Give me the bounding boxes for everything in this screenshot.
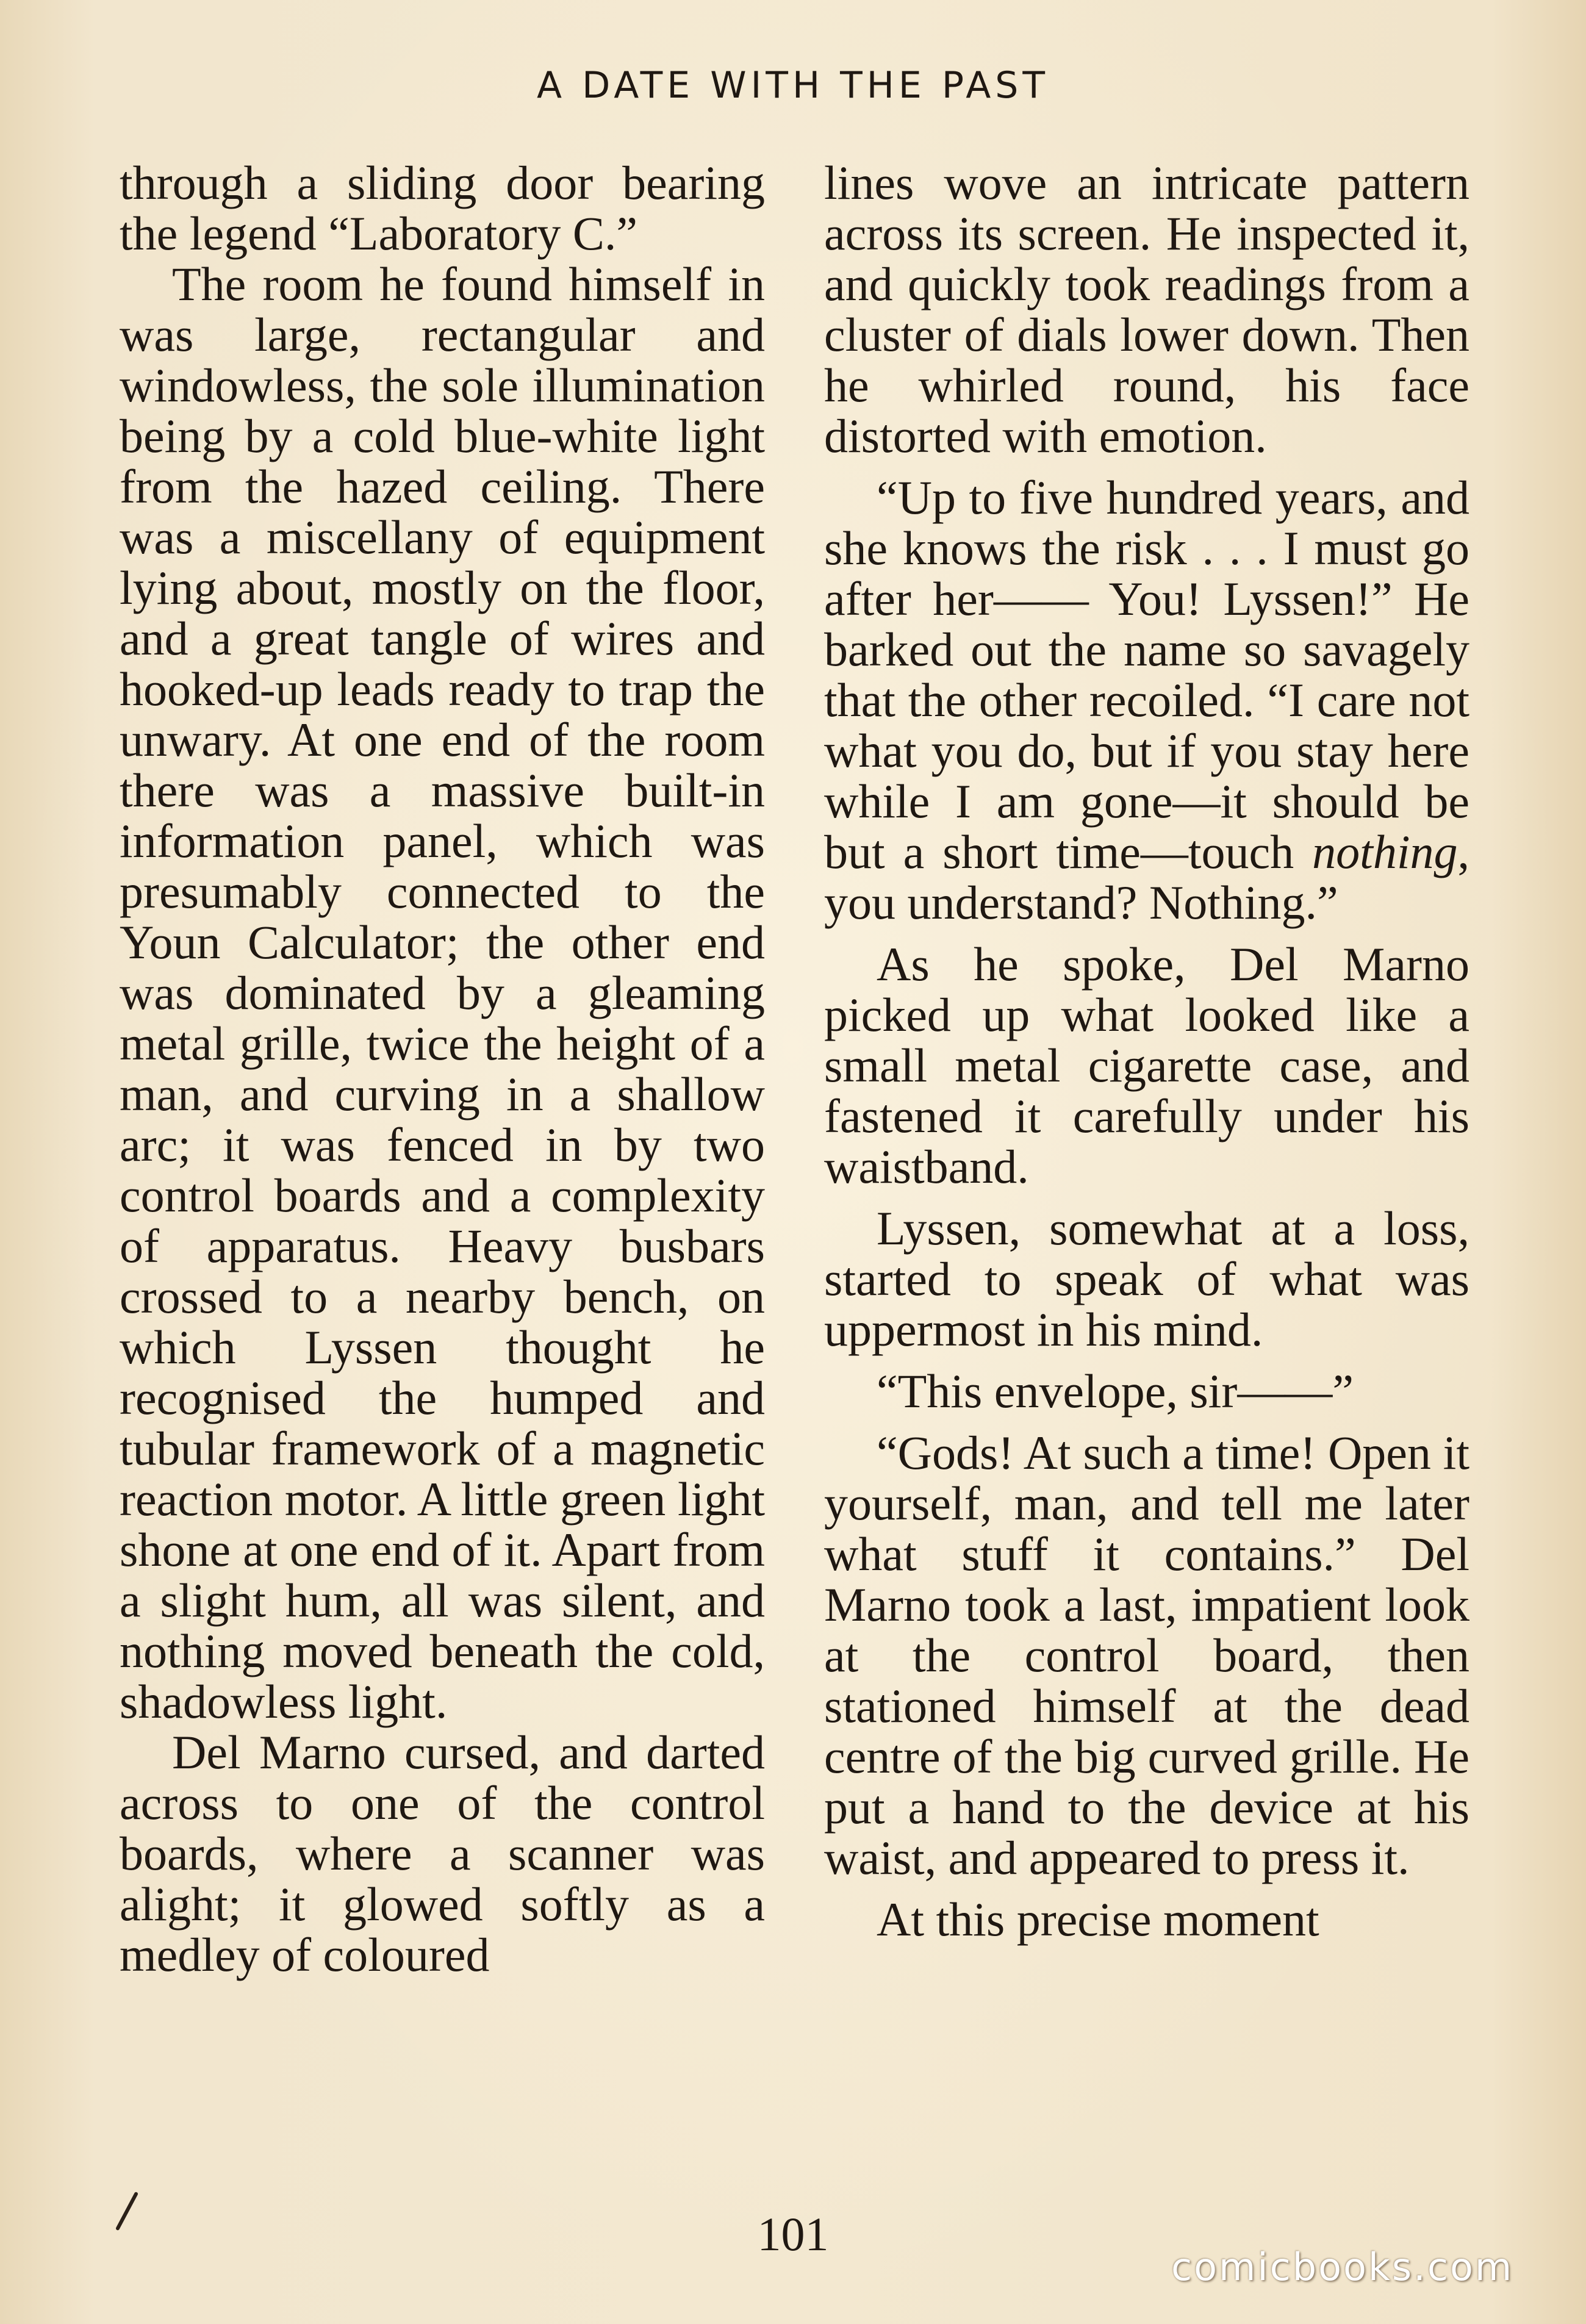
paragraph-text: “Up to five hundred years, and she knows the risk . . . I must go after her—— You! Lyssen!” He barked out the name so savagely that the other recoiled. “I care not what you do, but if you stay here while I am gone—it should be but a short time—touch [824, 471, 1469, 878]
paragraph: “This envelope, sir——” [877, 1365, 1354, 1418]
paragraph-with-emphasis [824, 472, 1469, 928]
paragraph: The room he found himself in was large, rectangular and windowless, the sole illumination being by a cold blue-white light from the hazed ceiling. There was a miscellany of equipment lying about, mostly on the floor, and a great tangle of wires and hooked-up leads ready to trap the unwary. At one end of the room there was a massive built-in information panel, which was presumably connected to the Youn Calculator; the other end was dominated by a gleaming metal grille, twice the height of a man, and curving in a shallow arc; it was fenced in by two control boards and a complexity of apparatus. Heavy busbars crossed to a nearby bench, on which Lyssen thought he recognised the humped and tubular framework of a magnetic reaction motor. A little green light shone at one end of it. Apart from a slight hum, all was silent, and nothing moved beneath the cold, shadowless light. [120, 257, 765, 1728]
page-number: 101 [757, 2207, 829, 2261]
paragraph: “Gods! At such a time! Open it yourself, man, and tell me later what stuff it contains.” Del Marno took a last, impatient look at the control board, then stationed himself at the dead centre of the big curved grille. He put a hand to the device at his waist, and appeared to press it. [824, 1426, 1469, 1884]
emphasized-word: nothing [1312, 825, 1458, 878]
paragraph: lines wove an intricate pattern across its screen. He inspected it, and quickly took readings from a cluster of dials lower down. Then he whirled round, his face distorted with emotion. [824, 156, 1469, 462]
running-head: A DATE WITH THE PAST [536, 64, 1050, 107]
paragraph: As he spoke, Del Marno picked up what looked like a small metal cigarette case, and fastened it carefully under his waistband. [824, 938, 1469, 1193]
right-column [824, 157, 1469, 1945]
paragraph: At this precise moment [877, 1893, 1319, 1946]
paragraph-text-end: , you understand? Nothing.” [824, 825, 1469, 929]
watermark: comicbooks.com [1171, 2245, 1514, 2289]
paragraph: Del Marno cursed, and darted across to one of the control boards, where a scanner was alight; it glowed softly as a medley of coloured [120, 1726, 765, 1981]
paragraph: Lyssen, somewhat at a loss, started to speak of what was uppermost in his mind. [824, 1202, 1469, 1356]
left-column [120, 157, 765, 1980]
paragraph: through a sliding door bearing the legend “Laboratory C.” [120, 156, 765, 260]
